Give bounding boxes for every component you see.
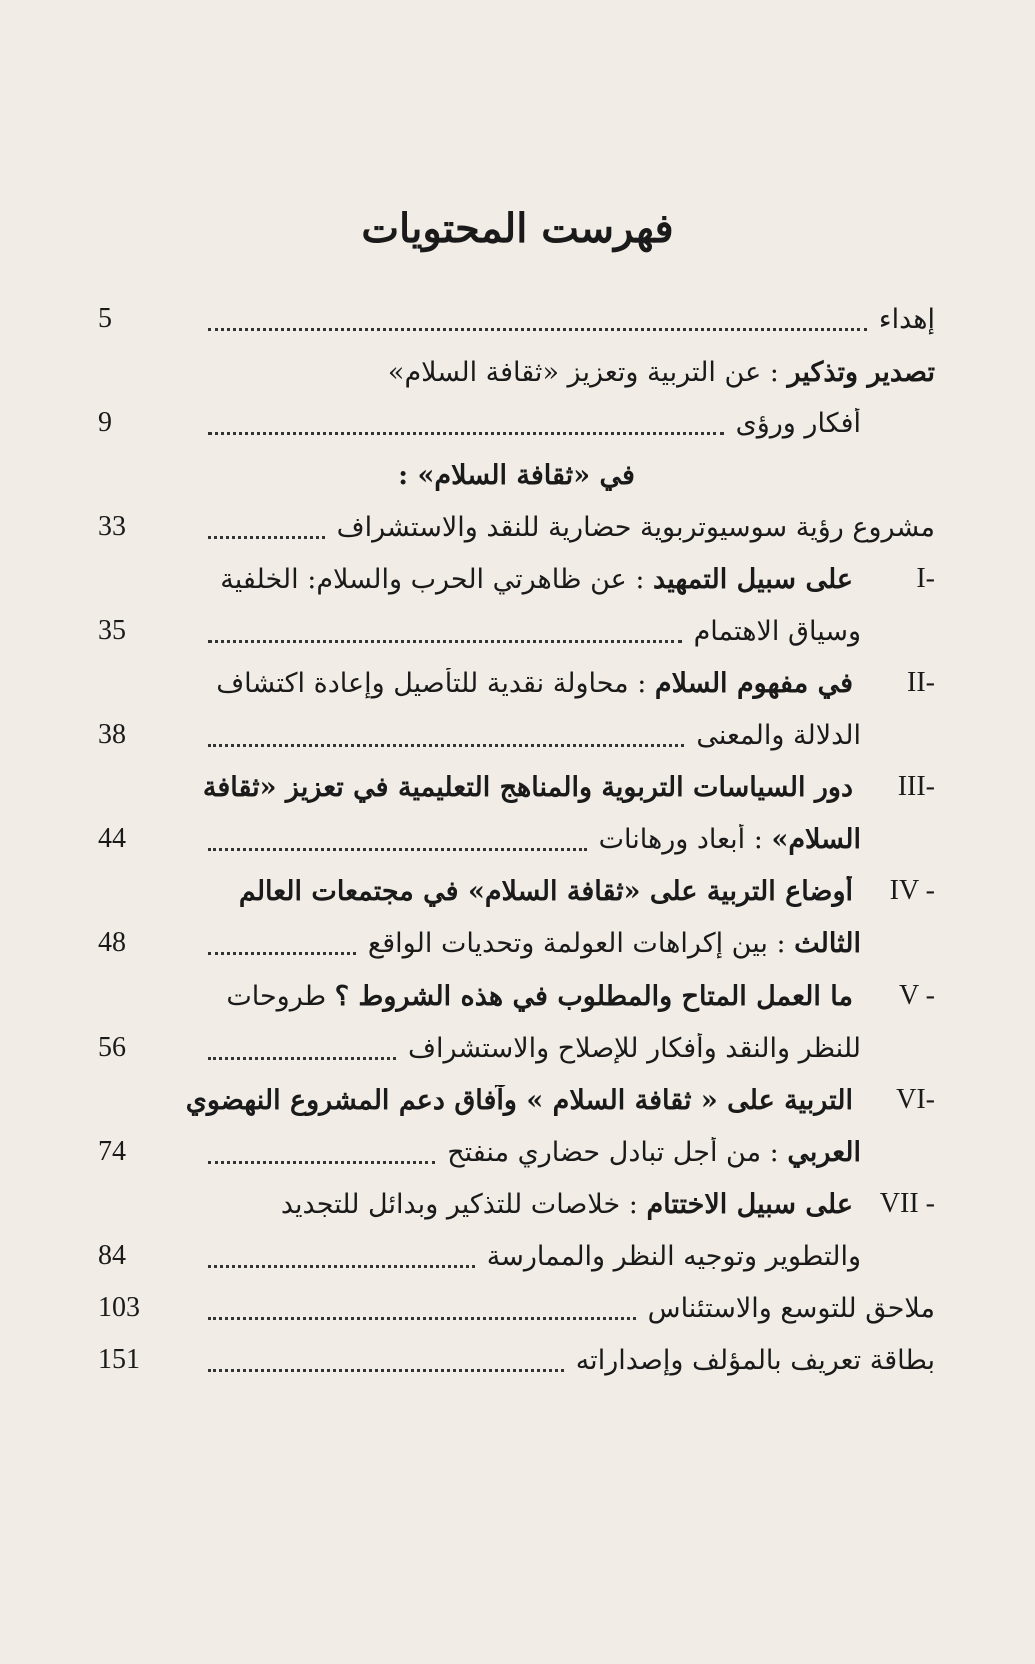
entry-text: وسياق الاهتمام — [693, 615, 861, 647]
entry-text: طروحات — [226, 980, 327, 1012]
entry-heading: دور السياسات التربوية والمناهج التعليمية في تعزيز «ثقافة — [202, 771, 853, 803]
toc-entry — [98, 1178, 935, 1230]
toc-entry — [98, 1074, 935, 1126]
leader-dots — [208, 640, 682, 643]
entry-text: أفكار ورؤى — [735, 407, 861, 439]
entry-heading: على سبيل الاختتام — [646, 1188, 853, 1220]
entry-text: إهداء — [878, 303, 935, 335]
leader-dots — [208, 952, 356, 955]
leader-dots — [208, 328, 867, 331]
toc-entry — [98, 293, 935, 345]
toc-entry — [98, 553, 935, 605]
toc-entry — [98, 917, 935, 969]
entry-text: : عن ظاهرتي الحرب والسلام: الخلفية — [220, 563, 645, 595]
toc-entry — [98, 657, 935, 709]
entry-heading: تصدير وتذكير — [787, 356, 935, 388]
section-numeral: VI- — [896, 1084, 935, 1115]
entry-heading: في مفهوم السلام — [654, 667, 853, 699]
toc-entry — [98, 1022, 935, 1074]
entry-text: : خلاصات للتذكير وبدائل للتجديد — [280, 1188, 638, 1220]
leader-dots — [208, 1265, 475, 1268]
toc-entry — [98, 1230, 935, 1282]
entry-text: للنظر والنقد وأفكار للإصلاح والاستشراف — [407, 1032, 861, 1064]
entry-text: مشروع رؤية سوسيوتربوية حضارية للنقد والاستشراف — [336, 511, 935, 543]
toc-entry — [98, 449, 935, 501]
leader-dots — [208, 1161, 435, 1164]
page-number: 38 — [98, 719, 126, 750]
entry-heading: العربي — [787, 1136, 861, 1168]
leader-dots — [208, 1057, 396, 1060]
page-number: 56 — [98, 1032, 126, 1063]
entry-text: بطاقة تعريف بالمؤلف وإصداراته — [575, 1344, 935, 1376]
section-numeral: VII - — [879, 1188, 935, 1219]
page-number: 48 — [98, 927, 126, 958]
section-numeral: I- — [916, 563, 935, 594]
leader-dots — [208, 1317, 636, 1320]
toc-entry — [98, 1282, 935, 1334]
page-number: 103 — [98, 1292, 140, 1323]
toc-entry — [98, 813, 935, 865]
page-title: فهرست المحتويات — [361, 205, 674, 252]
page-number: 44 — [98, 823, 126, 854]
section-numeral: II- — [907, 667, 935, 698]
leader-dots — [208, 848, 587, 851]
entry-text: ملاحق للتوسع والاستئناس — [647, 1292, 935, 1324]
leader-dots — [208, 744, 684, 747]
leader-dots — [208, 432, 724, 435]
entry-text: : بين إكراهات العولمة وتحديات الواقع — [367, 927, 786, 959]
toc-entry — [98, 605, 935, 657]
toc-entry — [98, 397, 935, 449]
page-number: 74 — [98, 1136, 126, 1167]
toc-entry — [98, 1334, 935, 1386]
toc-entry — [98, 346, 935, 398]
section-numeral: V - — [898, 980, 935, 1011]
toc-entry — [98, 865, 935, 917]
page-number: 84 — [98, 1240, 126, 1271]
page-number: 5 — [98, 303, 112, 334]
entry-heading: التربية على « ثقافة السلام » وآفاق دعم المشروع النهضوي — [185, 1084, 853, 1116]
page-number: 35 — [98, 615, 126, 646]
section-numeral: III- — [897, 771, 935, 802]
entry-text: : من أجل تبادل حضاري منفتح — [447, 1136, 779, 1168]
entry-text: : أبعاد ورهانات — [598, 823, 763, 855]
toc-entry — [98, 761, 935, 813]
toc-entry — [98, 501, 935, 553]
entry-heading: أوضاع التربية على «ثقافة السلام» في مجتمعات العالم — [238, 875, 853, 907]
entry-text: : عن التربية وتعزيز «ثقافة السلام» — [387, 356, 779, 388]
page-number: 33 — [98, 511, 126, 542]
page-number: 9 — [98, 407, 112, 438]
leader-dots — [208, 536, 325, 539]
toc-entry — [98, 709, 935, 761]
toc-entry — [98, 1126, 935, 1178]
leader-dots — [208, 1369, 564, 1372]
entry-heading: على سبيل التمهيد — [653, 563, 853, 595]
page-number: 151 — [98, 1344, 140, 1375]
entry-text: والتطوير وتوجيه النظر والممارسة — [486, 1240, 861, 1272]
entry-heading: ما العمل المتاح والمطلوب في هذه الشروط ؟ — [334, 980, 853, 1012]
entry-heading: في «ثقافة السلام» : — [398, 459, 635, 491]
entry-text: : محاولة نقدية للتأصيل وإعادة اكتشاف — [216, 667, 647, 699]
toc-entry — [98, 970, 935, 1022]
section-numeral: IV - — [889, 875, 935, 906]
entry-text: الدلالة والمعنى — [696, 719, 861, 751]
entry-heading: الثالث — [794, 927, 861, 959]
entry-heading: السلام» — [771, 823, 861, 855]
